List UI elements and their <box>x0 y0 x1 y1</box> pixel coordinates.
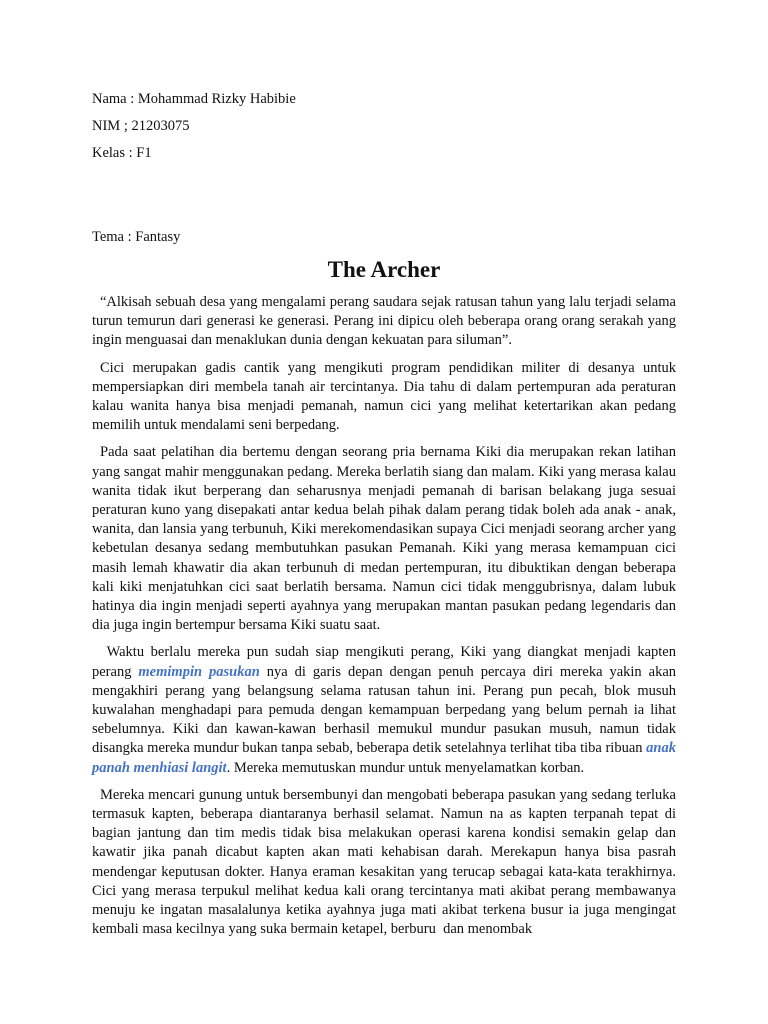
story-theme: Tema : Fantasy <box>92 229 181 245</box>
paragraph-4 <box>92 643 680 777</box>
student-class: Kelas : F1 <box>92 145 152 161</box>
paragraph-2: Cici merupakan gadis cantik yang mengikuti program pendidikan militer di desanya untuk mempersiapkan diri membela tanah air tercintanya. Dia tahu di dalam pertempuran ada peraturan kalau wanita hanya bisa menjadi pemanah, namun cici yang melihat ketertarikan akan pedang memilih untuk mendalami seni berpedang. <box>92 359 680 434</box>
document-title: The Archer <box>327 257 441 282</box>
paragraph-1: “Alkisah sebuah desa yang mengalami perang saudara sejak ratusan tahun yang lalu terjadi selama turun temurun dari generasi ke generasi. Perang ini dipicu oleh beberapa orang orang serakah yang ingin menguasai dan menaklukan dunia dengan kekuatan para siluman”. <box>92 294 680 349</box>
paragraph-4-text-after: nya di garis depan dengan penuh percaya diri mereka yakin akan mengakhiri perang yang belangsung selama ratusan tahun ini. Perang pun pecah, blok musuh kuwalahan menghadapi para pemuda dengan kemampuan berpedang yang belum pernah ia lihat sebelumnya. Kiki dan kawan-kawan berhasil memukul mundur pasukan musuh, namun tidak disangka mereka mundur bukan tanpa sebab, beberapa detik setelahnya terlihat tiba tiba ribuan <box>92 663 680 757</box>
paragraph-4-text-end: . Mereka memutuskan mundur untuk menyelamatkan korban. <box>226 759 585 776</box>
story-body <box>92 293 684 948</box>
paragraph-3: Pada saat pelatihan dia bertemu dengan seorang pria bernama Kiki dia merupakan rekan latihan yang sangat mahir menggunakan pedang. Mereka berlatih siang dan malam. Kiki yang merasa kalau wanita tidak ikut berperang dan seharusnya menjadi pemanah di barisan belakang juga sesuai peraturan kuno yang disepakati antar kedua belah pihak dalam perang tidak boleh ada anak - anak, wanita, dan lansia yang terbunuh, Kiki merekomendasikan supaya Cici menjadi seorang archer yang kebetulan desanya sedang membutuhkan pasukan Pemanah. Kiki yang merasa kemampuan cici masih lemah khawatir dia akan terbunuh di medan pertempuran, itu dibuktikan dengan beberapa kali kiki menjatuhkan cici saat berlatih bersama. Namun cici tidak menggubrisnya, dalam lubuk hatinya dia ingin menjadi seperti ayahnya yang merupakan mantan pasukan pedang legendaris dan dia juga ingin bertempur bersama Kiki suatu saat. <box>92 444 684 634</box>
highlight-phrase: anak panah menhiasi langit <box>92 740 680 776</box>
paragraph-5: Mereka mencari gunung untuk bersembunyi dan mengobati beberapa pasukan yang sedang terluka termasuk kapten, beberapa diantaranya berhasil selamat. Namun na as kapten terpanah tepat di bagian jantung dan tim medis tidak bisa melakukan operasi karena kondisi semakin gelap dan kawatir jika panah dicabut kapten akan mati kehabisan darah. Merekapun hanya bisa pasrah mendengar keputusan dokter. Hanya eraman kesakitan yang terucap sebagai kata-kata terakhirnya. Cici yang merasa terpukul melihat kedua kali orang tercintanya mati akibat perang membawanya menuju ke ingatan masalalunya ketika ayahnya juga mati akibat terkena busur ia juga mengingat kembali masa kecilnya yang suka bermain ketapel, berburu dan menombak <box>92 786 680 938</box>
highlight-phrase: memimpin pasukan <box>138 663 260 680</box>
student-nim: NIM ; 21203075 <box>92 118 190 134</box>
student-name: Nama : Mohammad Rizky Habibie <box>92 91 296 107</box>
paragraph-4-text-before: Waktu berlalu mereka pun sudah siap mengikuti perang, Kiki yang diangkat menjadi kapten perang <box>92 644 680 680</box>
